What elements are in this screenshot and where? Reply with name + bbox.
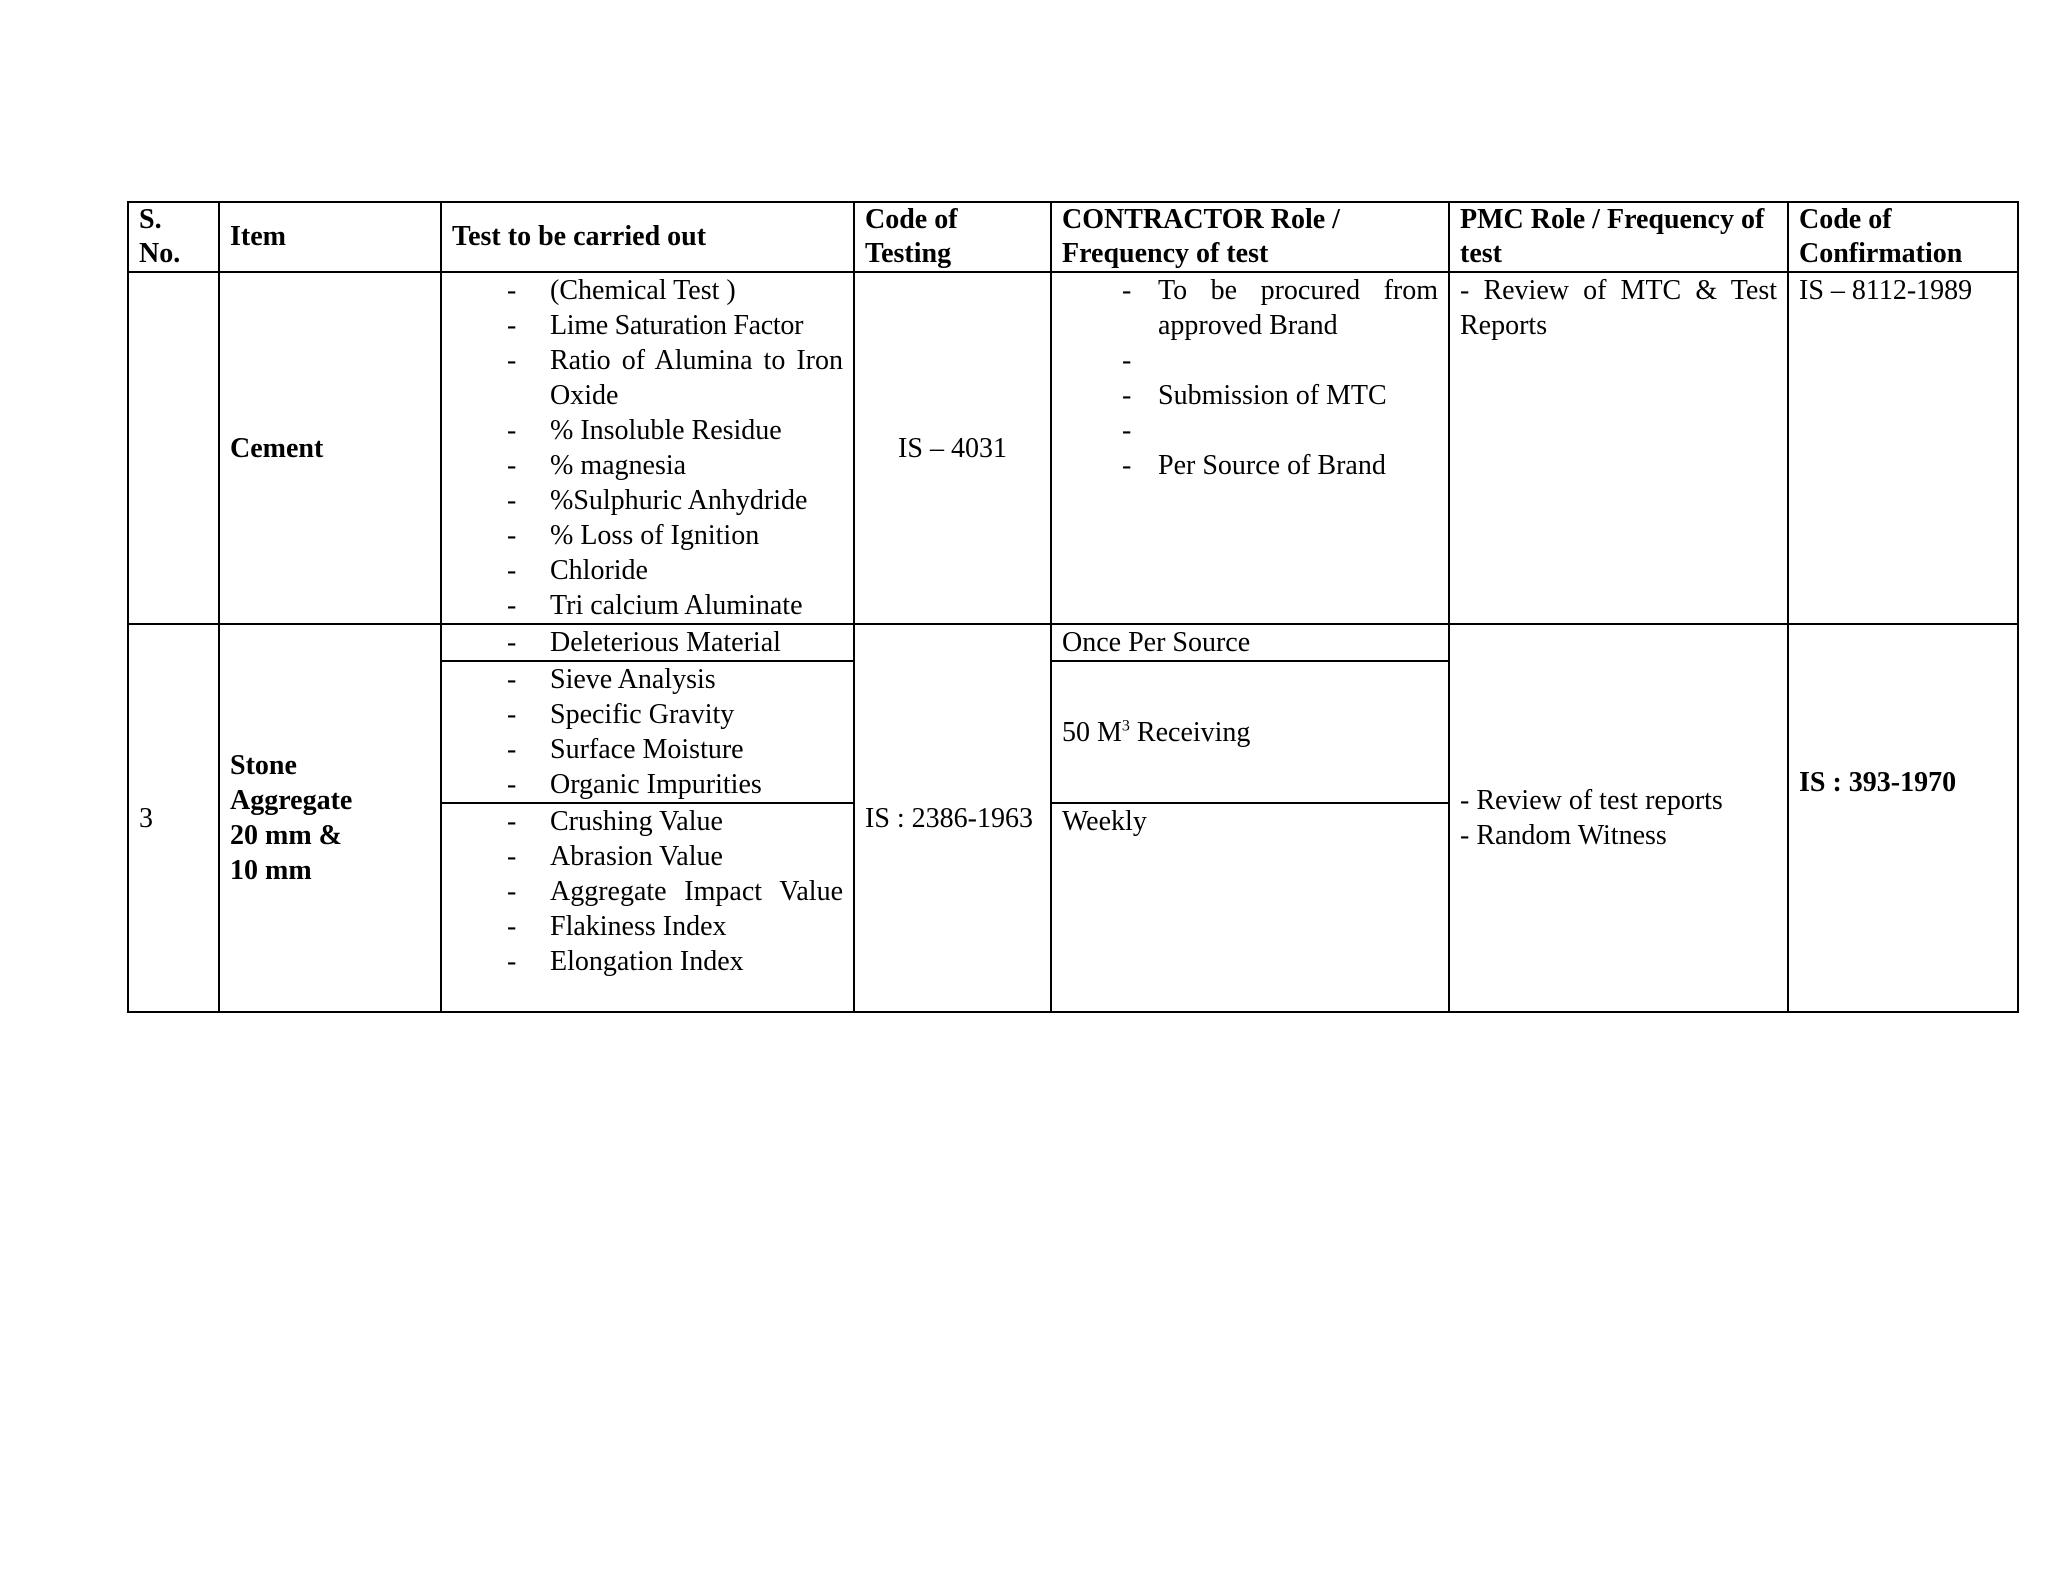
stone-contractor-2-tail: Receiving — [1129, 716, 1251, 748]
stone-code-testing-text: IS : 2386-1963 — [865, 802, 1033, 834]
stone-contractor-1: Once Per Source — [1051, 624, 1449, 661]
list-item: - Per Source of Brand — [1062, 448, 1438, 483]
list-item: - Specific Gravity — [452, 697, 843, 732]
cement-tests — [441, 272, 854, 624]
header-code-testing: Code of Testing — [854, 202, 1051, 272]
list-item: - Tri calcium Aluminate — [452, 588, 843, 623]
list-item: - Submission of MTC — [1062, 378, 1438, 413]
header-row — [128, 202, 2018, 272]
cement-code-confirmation: IS – 8112-1989 — [1788, 272, 2018, 624]
list-item: - Crushing Value — [452, 804, 843, 839]
stone-tests-group-3 — [441, 803, 854, 1012]
header-test: Test to be carried out — [441, 202, 854, 272]
cement-sno — [128, 272, 219, 624]
stone-pmc-line: - Random Witness — [1460, 820, 1667, 851]
list-item: - Ratio of Alumina to Iron Oxide — [452, 343, 843, 413]
list-item: - % Insoluble Residue — [452, 413, 843, 448]
list-item: - Chloride — [452, 553, 843, 588]
stone-test-list-3 — [452, 804, 843, 979]
stone-pmc-line: - Review of test reports — [1460, 785, 1723, 816]
spacer — [1062, 343, 1438, 378]
cement-pmc: - Review of MTC & Test Reports — [1449, 272, 1788, 624]
stone-item-line: Stone — [230, 750, 297, 781]
stone-contractor-2-sup: 3 — [1121, 717, 1130, 735]
list-item: - (Chemical Test ) — [452, 273, 843, 308]
stone-code-confirmation: IS : 393-1970 — [1788, 624, 2018, 1012]
list-item: - Organic Impurities — [452, 767, 843, 802]
stone-pmc — [1449, 624, 1788, 1012]
list-item: - Elongation Index — [452, 944, 843, 979]
cement-contractor — [1051, 272, 1449, 624]
quality-test-table — [127, 201, 2019, 1013]
stone-contractor-3: Weekly — [1051, 803, 1449, 1012]
stone-contractor-2-main: 50 M — [1062, 716, 1122, 748]
cement-item: Cement — [219, 272, 441, 624]
header-sno: S. No. — [128, 202, 219, 272]
list-item: - Deleterious Material — [452, 625, 843, 660]
stone-code-testing — [854, 624, 1051, 1012]
list-item: - %Sulphuric Anhydride — [452, 483, 843, 518]
stone-item — [219, 624, 441, 1012]
cement-test-list — [452, 273, 843, 623]
stone-item-line: 10 mm — [230, 855, 312, 886]
list-item: - % Loss of Ignition — [452, 518, 843, 553]
list-item: - Sieve Analysis — [452, 662, 843, 697]
list-item: - Surface Moisture — [452, 732, 843, 767]
header-code-confirmation: Code of Confirmation — [1788, 202, 2018, 272]
header-item: Item — [219, 202, 441, 272]
stone-tests-group-2 — [441, 661, 854, 803]
spacer — [1062, 413, 1438, 448]
stone-item-line: Aggregate — [230, 785, 353, 816]
table-row-cement — [128, 272, 2018, 624]
cement-code-testing: IS – 4031 — [854, 272, 1051, 624]
stone-test-list-1 — [452, 625, 843, 660]
cement-contractor-list — [1062, 273, 1438, 483]
list-item: - To be procured from approved Brand — [1062, 273, 1438, 343]
header-contractor: CONTRACTOR Role / Frequency of test — [1051, 202, 1449, 272]
list-item: - Lime Saturation Factor — [452, 308, 843, 343]
stone-test-list-2 — [452, 662, 843, 802]
list-item: - Abrasion Value — [452, 839, 843, 874]
list-item: - % magnesia — [452, 448, 843, 483]
stone-contractor-2 — [1051, 661, 1449, 803]
list-item: - Flakiness Index — [452, 909, 843, 944]
stone-sno: 3 — [128, 624, 219, 1012]
list-item: - Aggregate Impact Value — [452, 874, 843, 909]
stone-tests-group-1 — [441, 624, 854, 661]
stone-item-line: 20 mm & — [230, 820, 342, 851]
table-row-stone-1 — [128, 624, 2018, 661]
header-pmc: PMC Role / Frequency of test — [1449, 202, 1788, 272]
